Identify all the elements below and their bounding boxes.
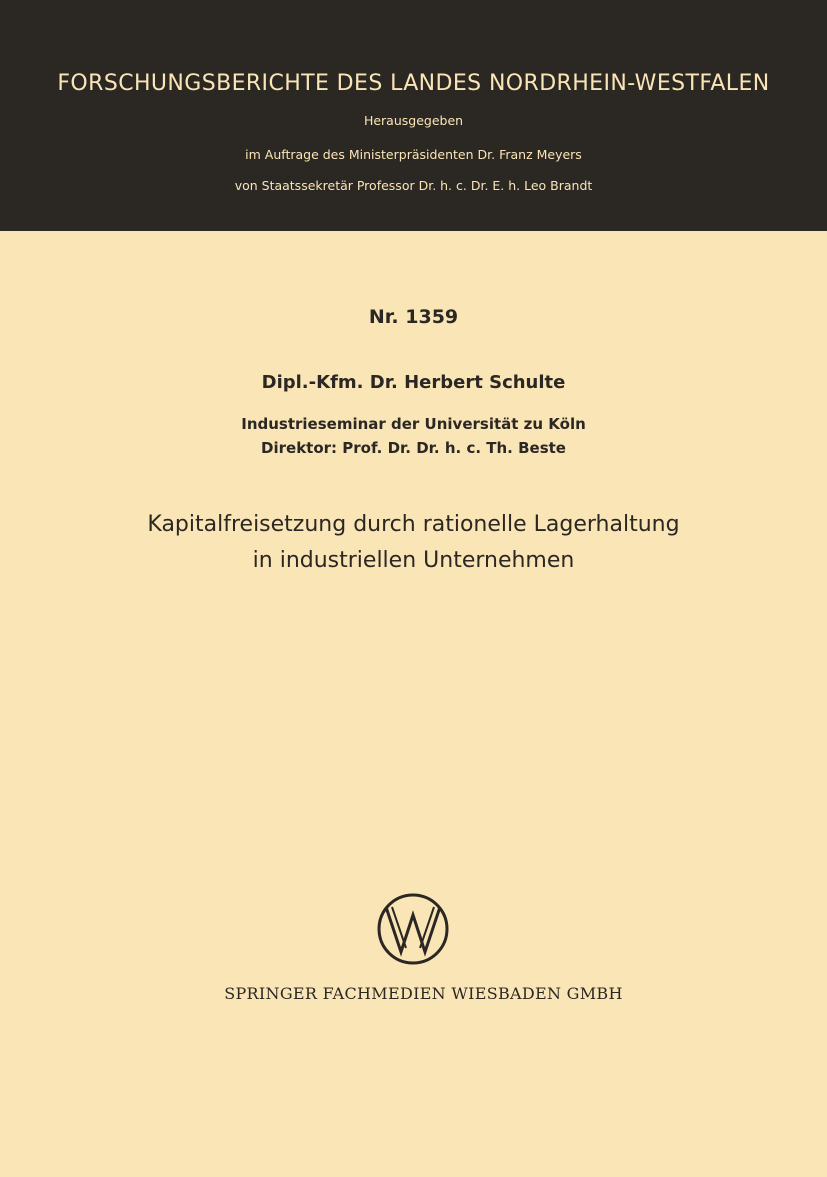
editor-line-3: von Staatssekretär Professor Dr. h. c. Dr. E. h. Leo Brandt xyxy=(234,178,593,193)
book-title-line-2: in industriellen Unternehmen xyxy=(252,548,575,573)
book-title-line-1: Kapitalfreisetzung durch rationelle Lagerhaltung xyxy=(147,512,680,537)
author-name: Dipl.-Kfm. Dr. Herbert Schulte xyxy=(261,372,566,393)
publisher-name: SPRINGER FACHMEDIEN WIESBADEN GMBH xyxy=(224,984,623,1003)
header-band xyxy=(0,0,827,231)
affiliation-director: Direktor: Prof. Dr. Dr. h. c. Th. Beste xyxy=(261,439,566,457)
report-number: Nr. 1359 xyxy=(368,306,459,328)
editor-line-2: im Auftrage des Ministerpräsidenten Dr. Franz Meyers xyxy=(245,147,582,162)
series-title: FORSCHUNGSBERICHTE DES LANDES NORDRHEIN-WESTFALEN xyxy=(57,71,770,96)
westdeutscher-verlag-w-logo-icon xyxy=(375,891,451,967)
editor-line-1: Herausgegeben xyxy=(363,113,464,128)
affiliation-institute: Industrieseminar der Universität zu Köln xyxy=(241,415,586,433)
